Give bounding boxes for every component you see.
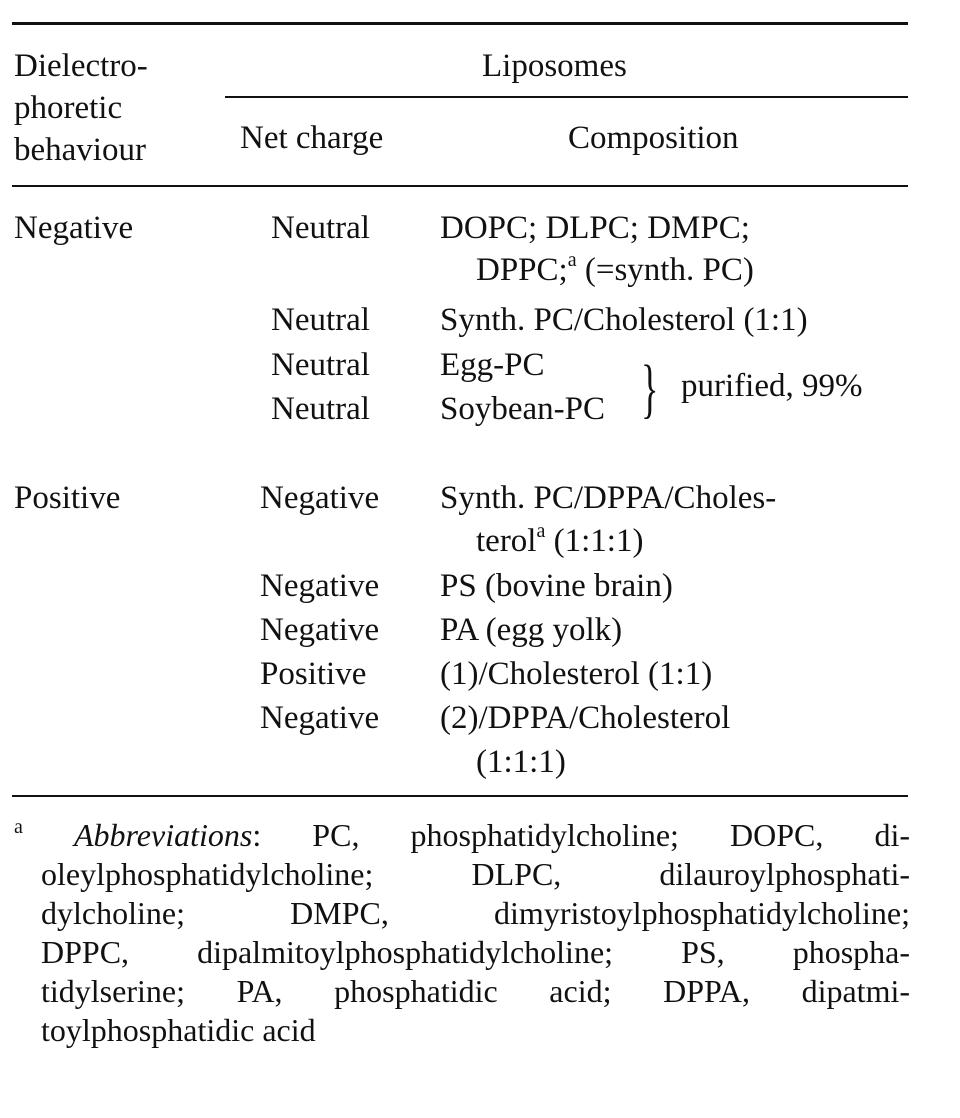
composition-cell-continued: (1:1:1) [476,744,566,780]
net-charge-cell: Negative [260,612,380,648]
composition-cell: (2)/DPPA/Cholesterol [440,700,731,736]
composition-cell: PA (egg yolk) [440,612,623,648]
composition-cell: Soybean-PC [440,391,605,427]
footnote-line: dylcholine; DMPC, dimyristoylphosphatidylcholine; [41,895,910,931]
composition-cell: Synth. PC/DPPA/Choles- [440,480,777,516]
net-charge-cell: Neutral [271,210,370,246]
net-charge-cell: Neutral [271,391,370,427]
header-behaviour-line-1: Dielectro- [14,48,148,84]
top-rule [12,22,908,25]
composition-cell: Synth. PC/Cholesterol (1:1) [440,302,808,338]
net-charge-cell: Negative [260,480,380,516]
header-liposomes: Liposomes [482,48,627,84]
composition-text: terol [476,523,537,559]
header-net-charge: Net charge [240,120,384,156]
footnote-line: oleylphosphatidylcholine; DLPC, dilauroylphosphati- [41,856,910,892]
header-behaviour-line-3: behaviour [14,132,146,168]
footnote-text: : PC, phosphatidylcholine; DOPC, di- [252,817,911,853]
right-brace-icon: } [641,352,659,425]
net-charge-cell: Negative [260,700,380,736]
liposomes-rule [225,96,908,98]
composition-text: DPPC; [476,252,568,288]
composition-cell-continued [476,521,643,561]
footnote-title: Abbreviations [73,817,253,853]
header-composition: Composition [568,120,739,156]
net-charge-cell: Negative [260,568,380,604]
table-bottom-rule [12,795,908,797]
footnote-marker: a [536,520,546,542]
purified-note: purified, 99% [681,368,863,404]
composition-text: (=synth. PC) [584,252,754,288]
footnote-marker: a [14,816,23,838]
behaviour-positive: Positive [14,480,121,516]
composition-cell: Egg-PC [440,347,545,383]
composition-cell-continued [476,250,754,290]
header-bottom-rule [12,185,908,187]
footnote-line: toylphosphatidic acid [41,1012,316,1048]
footnote-marker: a [567,249,577,271]
net-charge-cell: Neutral [271,347,370,383]
net-charge-cell: Positive [260,656,367,692]
composition-cell: PS (bovine brain) [440,568,673,604]
net-charge-cell: Neutral [271,302,370,338]
footnote-line: DPPC, dipalmitoylphosphatidylcholine; PS, phospha- [41,934,910,970]
header-behaviour-line-2: phoretic [14,90,123,126]
behaviour-negative: Negative [14,210,134,246]
footnote-line: tidylserine; PA, phosphatidic acid; DPPA, dipatmi- [41,973,910,1009]
footnote-line [14,816,910,855]
composition-text: (1:1:1) [553,523,644,559]
composition-cell: DOPC; DLPC; DMPC; [440,210,750,246]
composition-cell: (1)/Cholesterol (1:1) [440,656,713,692]
footnote [14,816,910,1050]
